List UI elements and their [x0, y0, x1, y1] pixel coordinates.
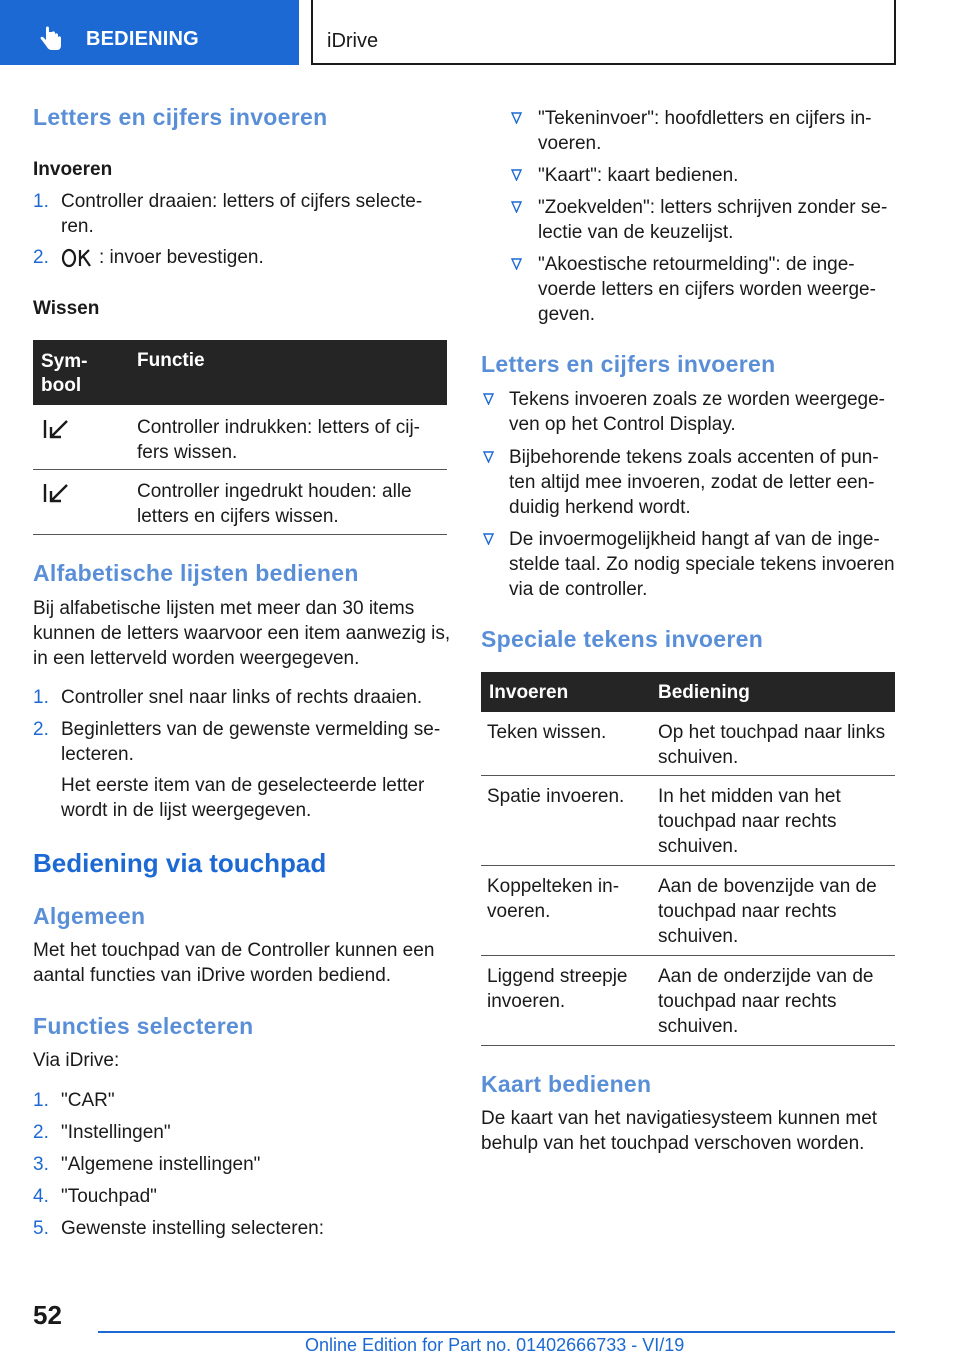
step-number: 1.: [33, 191, 49, 212]
hand-icon: [36, 24, 66, 54]
bullet-triangle-icon: [511, 112, 522, 124]
step-text: "CAR": [61, 1090, 115, 1111]
back-arrow-icon: [43, 482, 69, 504]
algemeen-paragraph: Met het touchpad van de Controller kunnen een aantal functies van iDrive worden bediend.: [33, 940, 435, 986]
heading-algemeen: Algemeen: [33, 903, 146, 929]
row-divider: [481, 1045, 895, 1046]
bullet-text: Tekens invoeren zoals ze worden weergege- ven op het Control Display.: [509, 389, 885, 435]
section-label: BEDIENING: [86, 28, 199, 50]
row-divider: [481, 865, 895, 866]
footer-divider: [98, 1331, 895, 1333]
heading-alfabetische-lijsten: Alfabetische lijsten bedienen: [33, 560, 359, 586]
bullet-triangle-icon: [511, 258, 522, 270]
heading-kaart-bedienen: Kaart bedienen: [481, 1071, 652, 1097]
step-text: "Touchpad": [61, 1186, 157, 1207]
column-header-functie: Functie: [137, 350, 205, 371]
table-cell: Spatie invoeren.: [487, 786, 625, 807]
row-divider: [33, 469, 447, 470]
bullet-text: De invoermogelijkheid hangt af van de inge- stelde taal. Zo nodig speciale tekens invoeren via de controller.: [509, 529, 895, 600]
table-header: [481, 672, 895, 712]
step-text: "Algemene instellingen": [61, 1154, 261, 1175]
heading-letters-invoeren: Letters en cijfers invoeren: [33, 104, 328, 130]
step-number: 2.: [33, 719, 49, 740]
subheading-wissen: Wissen: [33, 298, 100, 319]
step-text: : invoer bevestigen.: [99, 247, 264, 268]
step-number: 2.: [33, 247, 49, 268]
column-header-invoeren: Invoeren: [489, 682, 569, 703]
table-cell: Controller ingedrukt houden: alle letters en cijfers wissen.: [137, 481, 412, 527]
step-text: Controller snel naar links of rechts draaien.: [61, 687, 423, 708]
step-number: 1.: [33, 1090, 49, 1111]
row-divider: [33, 534, 447, 535]
table-cell: Koppelteken in- voeren.: [487, 876, 620, 922]
bullet-text: "Zoekvelden": letters schrijven zonder se- lectie van de keuzelijst.: [538, 197, 888, 243]
table-cell: Aan de onderzijde van de touchpad naar rechts schuiven.: [658, 966, 874, 1037]
alfa-paragraph: Bij alfabetische lijsten met meer dan 30 items kunnen de letters waarvoor een item aanwezig is, in een letterveld worden weergegeven.: [33, 598, 451, 669]
table-cell: Teken wissen.: [487, 722, 607, 743]
step-number: 4.: [33, 1186, 49, 1207]
step-note: Het eerste item van de geselecteerde letter wordt in de lijst weergegeven.: [61, 775, 425, 821]
table-header: [33, 340, 447, 405]
speciale-tekens-table: [481, 672, 895, 1047]
step-number: 2.: [33, 1122, 49, 1143]
heading-functies-selecteren: Functies selecteren: [33, 1013, 254, 1039]
table-cell: Op het touchpad naar links schuiven.: [658, 722, 886, 768]
step-number: 3.: [33, 1154, 49, 1175]
section-tab: [0, 0, 299, 65]
row-divider: [481, 775, 895, 776]
chapter-label: iDrive: [327, 30, 379, 52]
bullet-text: Bijbehorende tekens zoals accenten of pun- ten altijd mee invoeren, zodat de letter een- duidig herkend wordt.: [509, 447, 879, 518]
subheading-invoeren: Invoeren: [33, 159, 113, 180]
heading-bediening-touchpad: Bediening via touchpad: [33, 848, 327, 878]
row-divider: [481, 955, 895, 956]
wissen-table: [33, 340, 447, 535]
bullet-text: "Kaart": kaart bedienen.: [538, 165, 739, 186]
back-arrow-icon: [43, 418, 69, 440]
column-header-symbool: Sym- bool: [41, 351, 88, 396]
heading-speciale-tekens: Speciale tekens invoeren: [481, 626, 764, 652]
bullet-text: "Tekeninvoer": hoofdletters en cijfers in- voeren.: [538, 108, 872, 154]
heading-letters-invoeren-2: Letters en cijfers invoeren: [481, 351, 776, 377]
step-text: Beginletters van de gewenste vermelding se- lecteren.: [61, 719, 441, 765]
bullet-triangle-icon: [511, 201, 522, 213]
table-cell: Liggend streepje invoeren.: [487, 966, 628, 1012]
step-text: "Instellingen": [61, 1122, 171, 1143]
column-header-bediening: Bediening: [658, 682, 750, 703]
bullet-triangle-icon: [483, 533, 494, 545]
bullet-triangle-icon: [511, 169, 522, 181]
via-idrive: Via iDrive:: [33, 1050, 120, 1071]
bullet-triangle-icon: [483, 451, 494, 463]
step-text: Gewenste instelling selecteren:: [61, 1218, 324, 1239]
step-number: 1.: [33, 687, 49, 708]
page-number: 52: [33, 1300, 62, 1330]
step-text: Controller draaien: letters of cijfers selecte- ren.: [61, 191, 423, 237]
chapter-tab: [311, 0, 896, 65]
table-cell: Aan de bovenzijde van de touchpad naar rechts schuiven.: [658, 876, 877, 947]
bullet-text: "Akoestische retourmelding": de inge- voerde letters en cijfers worden weerge- geven.: [538, 254, 876, 325]
edition-text: Online Edition for Part no. 01402666733 - VI/19: [305, 1335, 685, 1355]
table-cell: Controller indrukken: letters of cij- fers wissen.: [137, 417, 420, 463]
kaart-paragraph: De kaart van het navigatiesysteem kunnen met behulp van het touchpad verschoven worden.: [481, 1108, 878, 1154]
ok-icon: [61, 248, 95, 268]
step-number: 5.: [33, 1218, 49, 1239]
table-cell: In het midden van het touchpad naar rechts schuiven.: [658, 786, 841, 857]
bullet-triangle-icon: [483, 393, 494, 405]
